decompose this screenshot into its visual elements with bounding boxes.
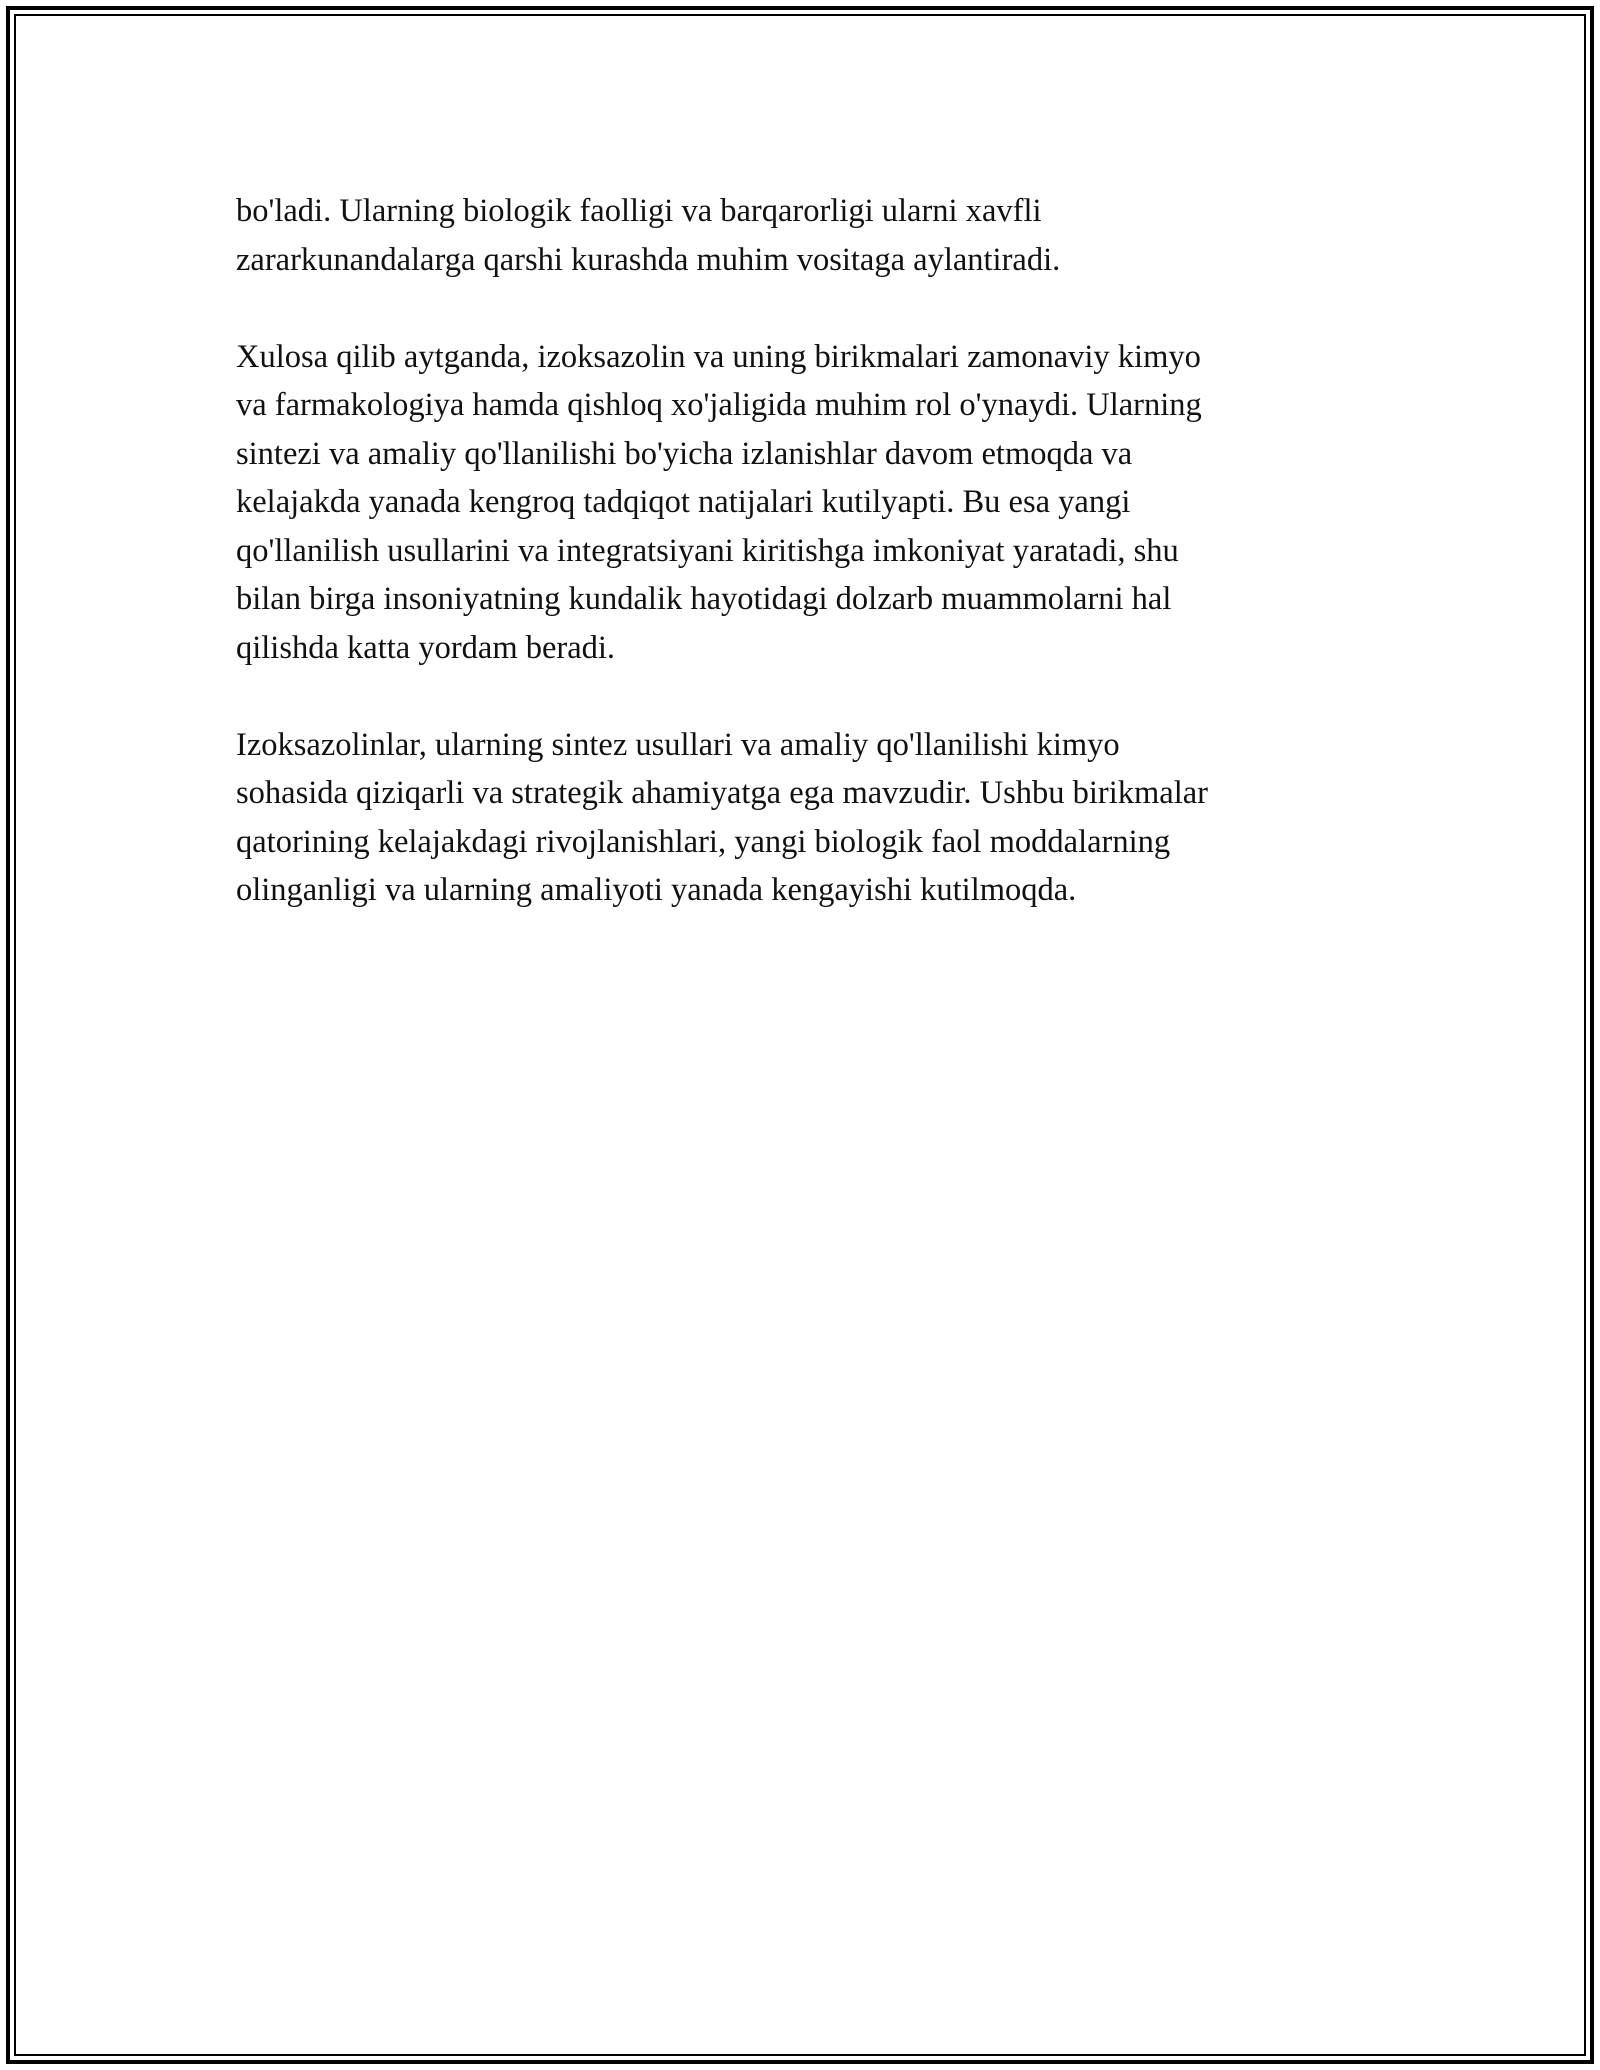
paragraph-2: Xulosa qilib aytganda, izoksazolin va uning birikmalari zamonaviy kimyo va farmakologiya hamda qishloq xo'jaligida muhim rol o'ynaydi. Ularning sintezi va amaliy qo'llanilishi bo'yicha izlanishlar davom etmoqda va kelajakda yanada kengroq tadqiqot natijalari kutilyapti. Bu esa yangi qo'llanilish usullarini va integratsiyani kiritishga imkoniyat yaratadi, shu bilan birga insoniyatning kundalik hayotidagi dolzarb muammolarni hal qilishda katta yordam beradi. <box>236 338 1202 666</box>
paragraph-1: bo'ladi. Ularning biologik faolligi va barqarorligi ularni xavfli zararkunandalarga qarshi kurashda muhim vositaga aylantiradi. <box>236 193 1061 278</box>
paragraph-3: Izoksazolinlar, ularning sintez usullari va amaliy qo'llanilishi kimyo sohasida qiziqarli va strategik ahamiyatga ega mavzudir. Ushbu birikmalar qatorining kelajakdagi rivojlanishlari, yangi biologik faol moddalarning olinganligi va ularning amaliyoti yanada kengayishi kutilmoqda. <box>236 726 1208 908</box>
document-body <box>236 187 1366 963</box>
